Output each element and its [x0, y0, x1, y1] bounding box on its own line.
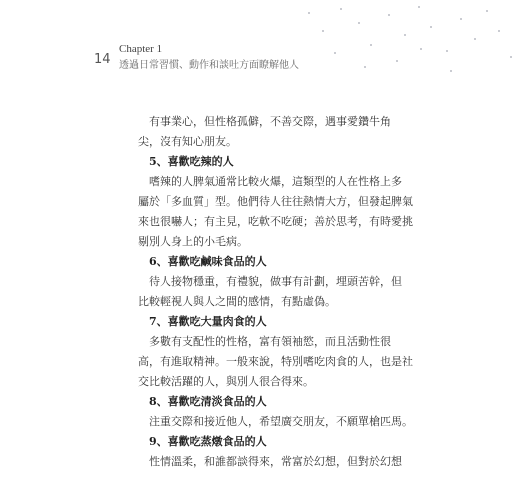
star-dot [396, 60, 398, 62]
star-dot [486, 10, 488, 12]
star-dot [358, 22, 360, 24]
text-line: 注重交際和接近他人，希望廣交朋友，不願單槍匹馬。 [149, 415, 413, 428]
star-dot [450, 70, 452, 72]
section-heading: 9、喜歡吃蒸燉食品的人 [149, 435, 267, 448]
star-dot [498, 30, 500, 32]
text-line: 比較輕視人與人之間的感情，有點虛偽。 [138, 295, 336, 308]
star-dot [510, 56, 512, 58]
text-line: 多數有支配性的性格，富有領袖慾，而且活動性很 [149, 335, 391, 348]
star-dot [370, 44, 372, 46]
star-dot [446, 50, 448, 52]
chapter-title: 透過日常習慣、動作和談吐方面瞭解他人 [119, 60, 299, 71]
text-line: 尖，沒有知心朋友。 [138, 135, 237, 148]
star-dot [308, 12, 310, 14]
text-line: 嗜辣的人脾氣通常比較火爆，這類型的人在性格上多 [149, 175, 402, 188]
text-line: 剔別人身上的小毛病。 [138, 235, 248, 248]
text-line: 高，有進取精神。一般來說，特別嗜吃肉食的人，也是社 [138, 355, 413, 368]
star-dot [404, 34, 406, 36]
section-heading: 8、喜歡吃清淡食品的人 [149, 395, 267, 408]
section-heading: 7、喜歡吃大量肉食的人 [149, 315, 267, 328]
star-dot [388, 14, 390, 16]
star-dot [340, 8, 342, 10]
star-dot [474, 38, 476, 40]
section-heading: 5、喜歡吃辣的人 [149, 155, 234, 168]
star-dot [322, 30, 324, 32]
star-dot [460, 18, 462, 20]
star-decoration [300, 0, 520, 110]
page-number: 14 [94, 52, 111, 67]
text-line: 屬於「多血質」型。他們待人往往熱情大方，但發起脾氣 [138, 195, 413, 208]
star-dot [420, 48, 422, 50]
star-dot [430, 26, 432, 28]
body-text [138, 112, 413, 472]
text-line: 有事業心，但性格孤僻，不善交際，遇事愛鑽牛角 [149, 115, 391, 128]
text-line: 交比較活躍的人，與別人很合得來。 [138, 375, 314, 388]
star-dot [364, 66, 366, 68]
text-line: 性情溫柔，和誰都談得來，常富於幻想，但對於幻想 [149, 455, 402, 468]
section-heading: 6、喜歡吃鹹味食品的人 [149, 255, 267, 268]
chapter-label: Chapter 1 [119, 43, 163, 55]
star-dot [334, 52, 336, 54]
text-line: 待人接物穩重，有禮貌，做事有計劃，埋頭苦幹，但 [149, 275, 402, 288]
text-line: 來也很嚇人；有主見，吃軟不吃硬；善於思考，有時愛挑 [138, 215, 413, 228]
star-dot [418, 6, 420, 8]
